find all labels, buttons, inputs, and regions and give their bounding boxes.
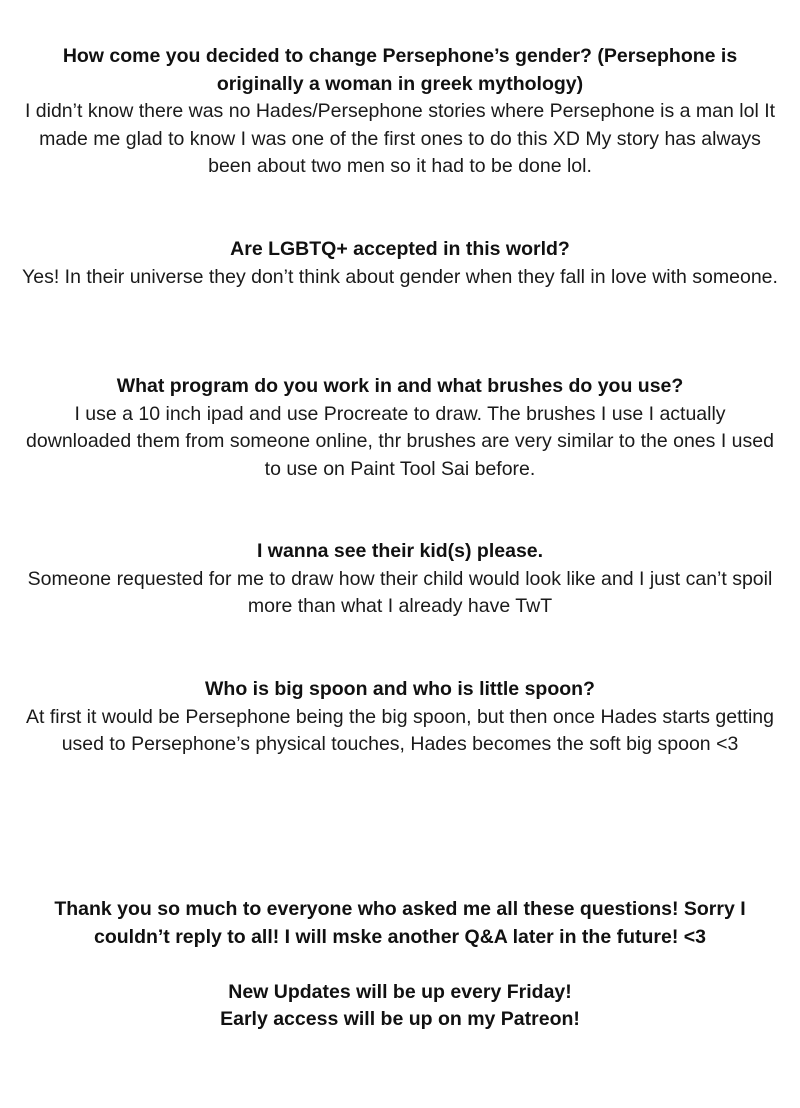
spacer: [22, 951, 778, 979]
question-text: I wanna see their kid(s) please.: [256, 540, 544, 562]
qa-item: [22, 373, 778, 483]
thanks-text: Thank you so much to everyone who asked me all these questions! Sorry I couldn’t reply to all! I will mske another Q&A later in the future! <3: [54, 898, 746, 948]
updates-text: New Updates will be up every Friday!: [228, 980, 572, 1003]
closing-message: [22, 896, 778, 1034]
qa-item: [22, 236, 778, 291]
question-text: What program do you work in and what brushes do you use?: [116, 375, 684, 397]
answer-text: Someone requested for me to draw how their child would look like and I just can’t spoil more than what I already have TwT: [27, 567, 773, 617]
answer-text: At first it would be Persephone being the big spoon, but then once Hades starts getting used to Persephone’s physical touches, Hades becomes the soft big spoon <3: [26, 705, 774, 755]
answer-text: I use a 10 inch ipad and use Procreate to draw. The brushes I use I actually downloaded them from someone online, thr brushes are very similar to the ones I used to use on Paint Tool Sai before.: [26, 402, 774, 480]
answer-text: Yes! In their universe they don’t think about gender when they fall in love with someone.: [22, 265, 778, 288]
question-text: Are LGBTQ+ accepted in this world?: [230, 238, 570, 260]
question-text: How come you decided to change Persephone’s gender? (Persephone is originally a woman in greek mythology): [62, 45, 738, 95]
answer-text: I didn’t know there was no Hades/Persephone stories where Persephone is a man lol It made me glad to know I was one of the first ones to do this XD My story has always been about two men so it had to be done lol.: [24, 100, 776, 177]
question-text: Who is big spoon and who is little spoon?: [205, 678, 595, 700]
qa-item: [22, 676, 778, 759]
patreon-text: Early access will be up on my Patreon!: [220, 1008, 580, 1030]
qa-item: [22, 43, 778, 181]
qa-item: [22, 538, 778, 621]
